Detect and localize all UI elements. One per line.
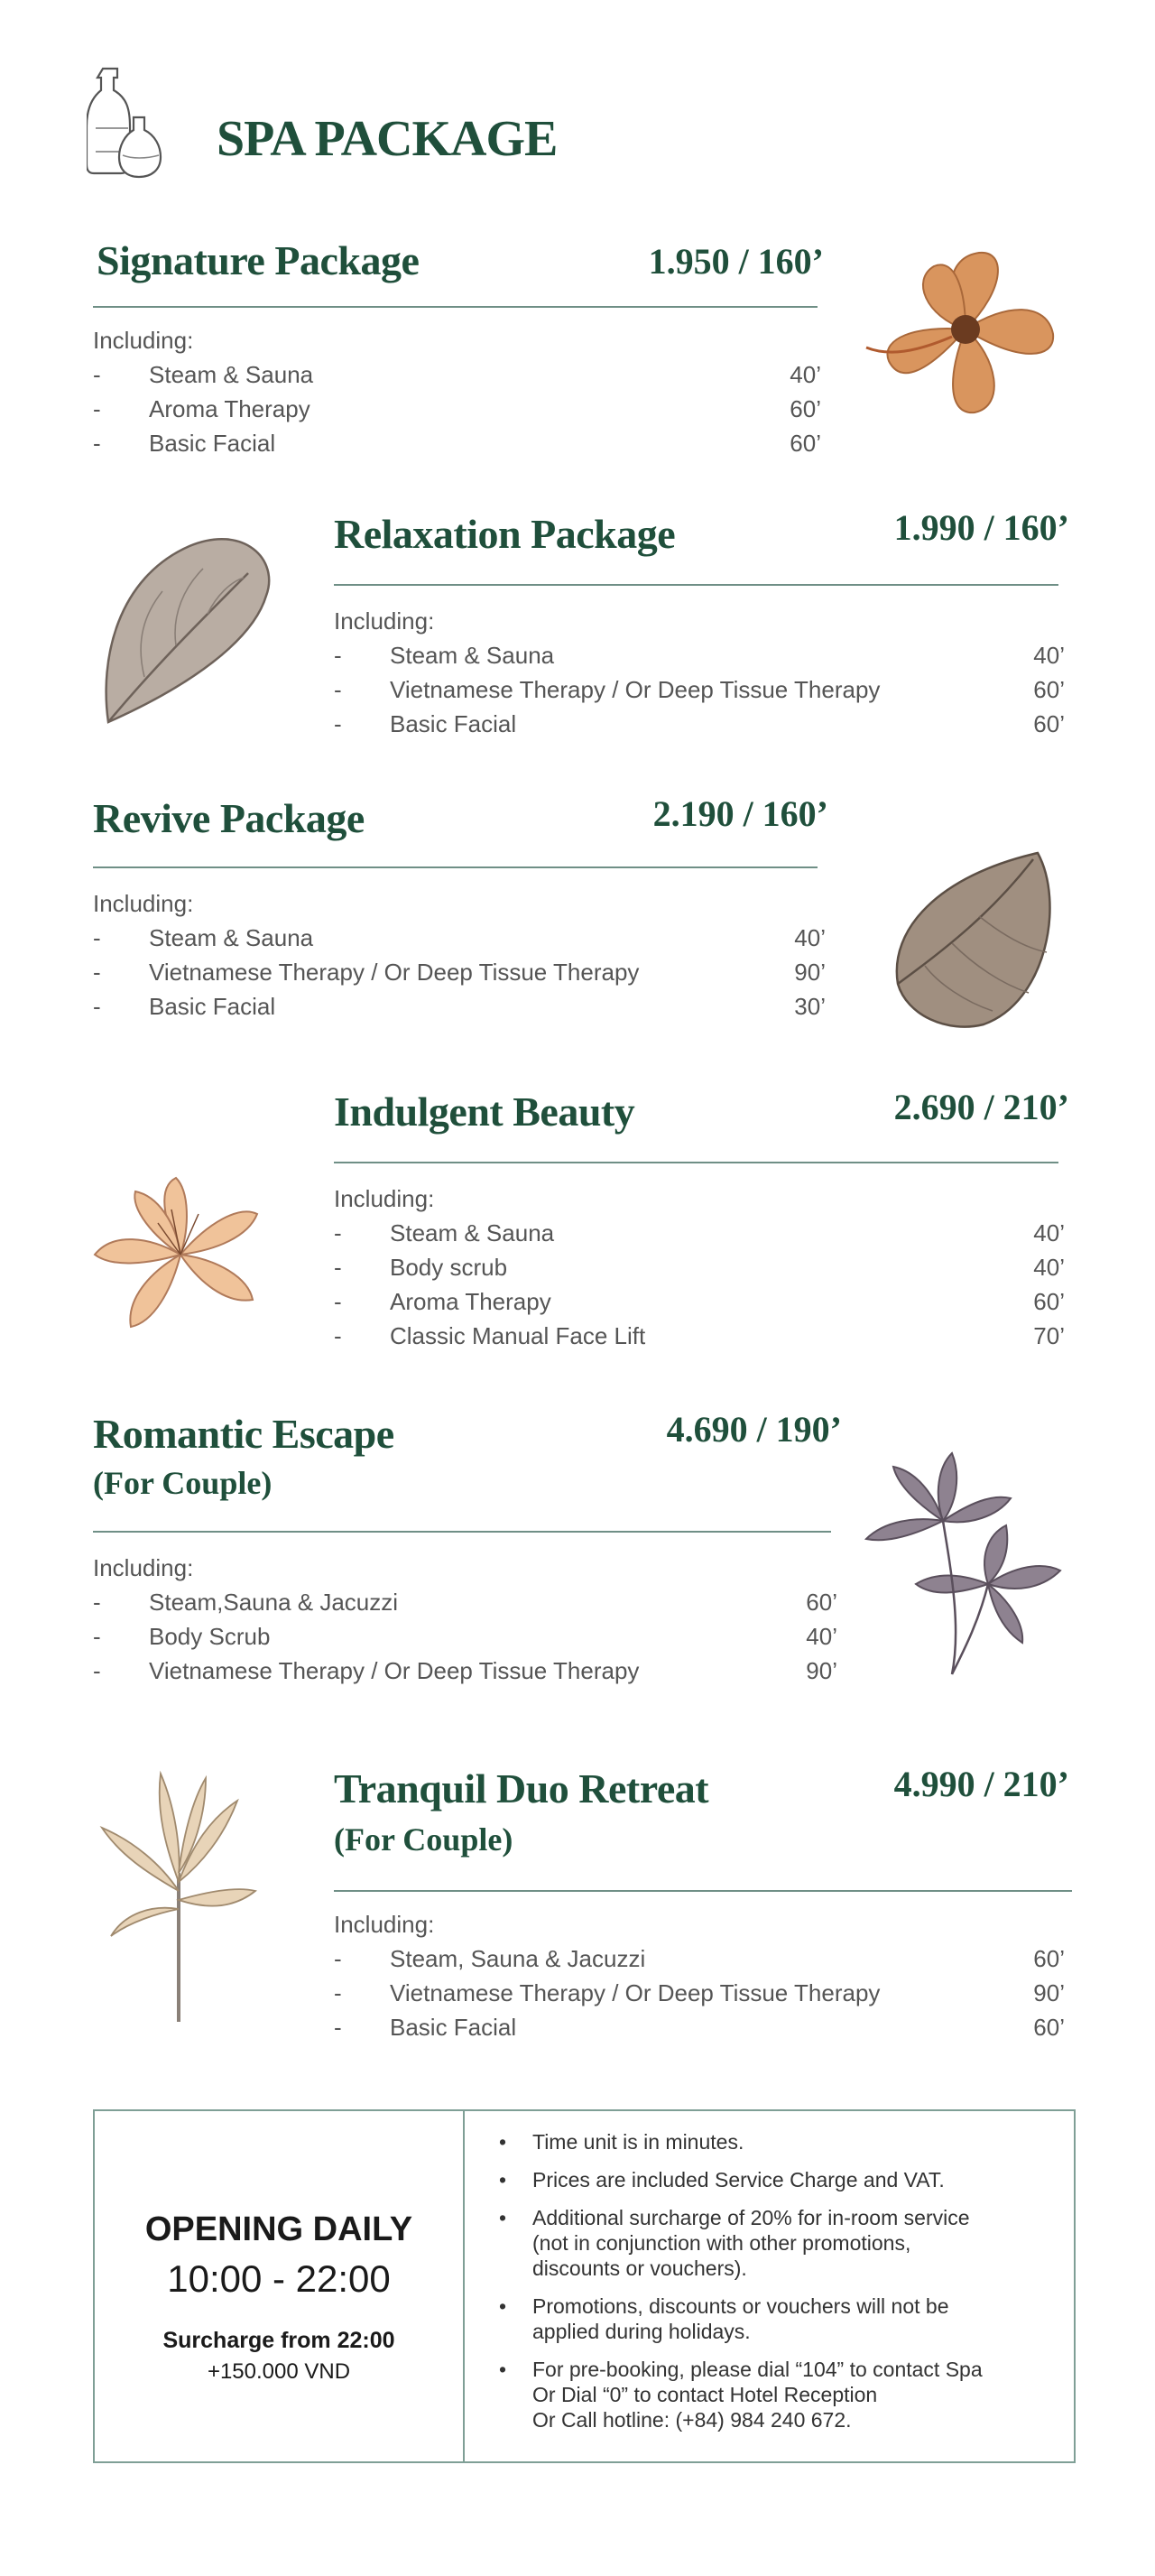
service-duration: 60’ bbox=[1033, 1945, 1065, 1972]
service-duration: 90’ bbox=[794, 959, 826, 986]
service-duration: 60’ bbox=[1033, 710, 1065, 737]
package-title: Revive Package bbox=[93, 795, 365, 841]
service-duration: 40’ bbox=[794, 924, 826, 951]
list-item: - Basic Facial 60’ bbox=[93, 426, 821, 460]
notes-list bbox=[483, 2129, 1042, 2445]
service-name: Basic Facial bbox=[149, 430, 276, 457]
divider bbox=[334, 1162, 1058, 1163]
note-item: • Promotions, discounts or vouchers will not be applied during holidays. bbox=[483, 2293, 1042, 2344]
list-item: - Vietnamese Therapy / Or Deep Tissue Therapy 90’ bbox=[334, 1976, 1065, 2010]
service-name: Steam,Sauna & Jacuzzi bbox=[149, 1589, 399, 1616]
service-name: Classic Manual Face Lift bbox=[390, 1322, 646, 1349]
service-name: Aroma Therapy bbox=[149, 395, 310, 422]
note-item: • Prices are included Service Charge and VAT. bbox=[483, 2167, 1042, 2192]
list-item: - Steam & Sauna 40’ bbox=[93, 921, 826, 955]
service-duration: 60’ bbox=[1033, 676, 1065, 703]
service-name: Vietnamese Therapy / Or Deep Tissue Therapy bbox=[390, 1979, 881, 2006]
service-name: Vietnamese Therapy / Or Deep Tissue Therapy bbox=[149, 1657, 640, 1684]
service-duration: 90’ bbox=[806, 1657, 837, 1684]
package-title: Romantic Escape bbox=[93, 1411, 394, 1457]
service-duration: 40’ bbox=[1033, 642, 1065, 669]
including-label: Including: bbox=[93, 890, 194, 917]
list-item: - Classic Manual Face Lift 70’ bbox=[334, 1319, 1065, 1353]
service-name: Body scrub bbox=[390, 1254, 508, 1281]
service-name: Basic Facial bbox=[149, 993, 276, 1020]
package-subtitle: (For Couple) bbox=[334, 1821, 513, 1858]
package-relaxation bbox=[334, 507, 1069, 745]
service-duration: 90’ bbox=[1033, 1979, 1065, 2006]
service-duration: 40’ bbox=[1033, 1219, 1065, 1246]
divider bbox=[334, 584, 1058, 586]
divider bbox=[93, 1531, 831, 1533]
list-item: - Steam,Sauna & Jacuzzi 60’ bbox=[93, 1585, 837, 1619]
info-box bbox=[93, 2109, 1076, 2463]
list-item: - Aroma Therapy 60’ bbox=[334, 1284, 1065, 1319]
note-item: • Time unit is in minutes. bbox=[483, 2129, 1042, 2154]
list-item: - Body scrub 40’ bbox=[334, 1250, 1065, 1284]
package-price: 2.190 / 160’ bbox=[652, 793, 828, 834]
service-name: Steam & Sauna bbox=[390, 642, 555, 669]
list-item: - Vietnamese Therapy / Or Deep Tissue Therapy 90’ bbox=[93, 1654, 837, 1688]
list-item: - Basic Facial 60’ bbox=[334, 2010, 1065, 2044]
opening-title: OPENING DAILY bbox=[144, 2210, 413, 2248]
service-name: Vietnamese Therapy / Or Deep Tissue Therapy bbox=[149, 959, 640, 986]
including-label: Including: bbox=[334, 607, 435, 635]
package-indulgent-beauty bbox=[334, 1088, 1069, 1358]
divider bbox=[93, 866, 818, 868]
service-duration: 40’ bbox=[790, 361, 821, 388]
service-name: Aroma Therapy bbox=[390, 1288, 551, 1315]
service-duration: 60’ bbox=[790, 395, 821, 422]
package-title: Signature Package bbox=[97, 237, 420, 283]
note-item: • Additional surcharge of 20% for in-room service (not in conjunction with other promotions, discounts or vouchers). bbox=[483, 2205, 1042, 2281]
list-item: - Vietnamese Therapy / Or Deep Tissue Therapy 90’ bbox=[93, 955, 826, 989]
package-title: Indulgent Beauty bbox=[334, 1089, 635, 1135]
list-item: - Steam & Sauna 40’ bbox=[334, 1216, 1065, 1250]
surcharge-label: Surcharge from 22:00 bbox=[162, 2328, 395, 2353]
lily-flowers-icon bbox=[862, 1449, 1065, 1679]
opening-hours: 10:00 - 22:00 bbox=[167, 2257, 391, 2300]
service-duration: 70’ bbox=[1033, 1322, 1065, 1349]
page-title: SPA PACKAGE bbox=[217, 111, 558, 167]
package-revive bbox=[93, 794, 828, 1029]
divider bbox=[93, 306, 818, 308]
package-signature bbox=[93, 236, 824, 462]
service-duration: 60’ bbox=[1033, 1288, 1065, 1315]
dried-flower-stem-icon bbox=[93, 1765, 260, 2026]
including-label: Including: bbox=[334, 1185, 435, 1212]
package-price: 1.990 / 160’ bbox=[893, 507, 1069, 548]
list-item: - Body Scrub 40’ bbox=[93, 1619, 837, 1654]
list-item: - Steam & Sauna 40’ bbox=[334, 638, 1065, 672]
hibiscus-flower-icon bbox=[862, 239, 1069, 424]
package-price: 4.990 / 210’ bbox=[893, 1764, 1069, 1804]
including-label: Including: bbox=[334, 1911, 435, 1938]
list-item: - Steam, Sauna & Jacuzzi 60’ bbox=[334, 1941, 1065, 1976]
leaf-icon bbox=[884, 848, 1065, 1029]
service-name: Basic Facial bbox=[390, 710, 517, 737]
service-name: Vietnamese Therapy / Or Deep Tissue Therapy bbox=[390, 676, 881, 703]
package-subtitle: (For Couple) bbox=[93, 1465, 273, 1501]
service-duration: 60’ bbox=[1033, 2014, 1065, 2041]
package-price: 1.950 / 160’ bbox=[648, 241, 824, 282]
service-name: Body Scrub bbox=[149, 1623, 271, 1650]
list-item: - Vietnamese Therapy / Or Deep Tissue Therapy 60’ bbox=[334, 672, 1065, 707]
list-item: - Steam & Sauna 40’ bbox=[93, 357, 821, 392]
service-duration: 30’ bbox=[794, 993, 826, 1020]
including-label: Including: bbox=[93, 327, 194, 354]
service-duration: 40’ bbox=[1033, 1254, 1065, 1281]
service-name: Basic Facial bbox=[390, 2014, 517, 2041]
service-duration: 40’ bbox=[806, 1623, 837, 1650]
oil-bottles-icon bbox=[87, 65, 168, 179]
leaf-icon bbox=[90, 524, 280, 740]
package-price: 2.690 / 210’ bbox=[893, 1087, 1069, 1127]
package-title: Relaxation Package bbox=[334, 511, 676, 557]
service-duration: 60’ bbox=[790, 430, 821, 457]
note-item: • For pre-booking, please dial “104” to contact Spa Or Dial “0” to contact Hotel Reception Or Call hotline: (+84) 984 240 672. bbox=[483, 2357, 1042, 2432]
surcharge-value: +150.000 VND bbox=[207, 2359, 351, 2384]
service-name: Steam & Sauna bbox=[149, 361, 314, 388]
package-title: Tranquil Duo Retreat bbox=[334, 1765, 709, 1812]
package-price: 4.690 / 190’ bbox=[666, 1409, 842, 1450]
service-duration: 60’ bbox=[806, 1589, 837, 1616]
divider bbox=[334, 1890, 1072, 1892]
service-name: Steam, Sauna & Jacuzzi bbox=[390, 1945, 646, 1972]
package-tranquil-duo-retreat bbox=[334, 1765, 1078, 2053]
list-item: - Basic Facial 30’ bbox=[93, 989, 826, 1024]
service-name: Steam & Sauna bbox=[390, 1219, 555, 1246]
service-name: Steam & Sauna bbox=[149, 924, 314, 951]
divider bbox=[463, 2111, 465, 2461]
lily-flower-icon bbox=[90, 1173, 280, 1331]
list-item: - Aroma Therapy 60’ bbox=[93, 392, 821, 426]
package-romantic-escape bbox=[93, 1410, 842, 1699]
including-label: Including: bbox=[93, 1554, 194, 1581]
list-item: - Basic Facial 60’ bbox=[334, 707, 1065, 741]
